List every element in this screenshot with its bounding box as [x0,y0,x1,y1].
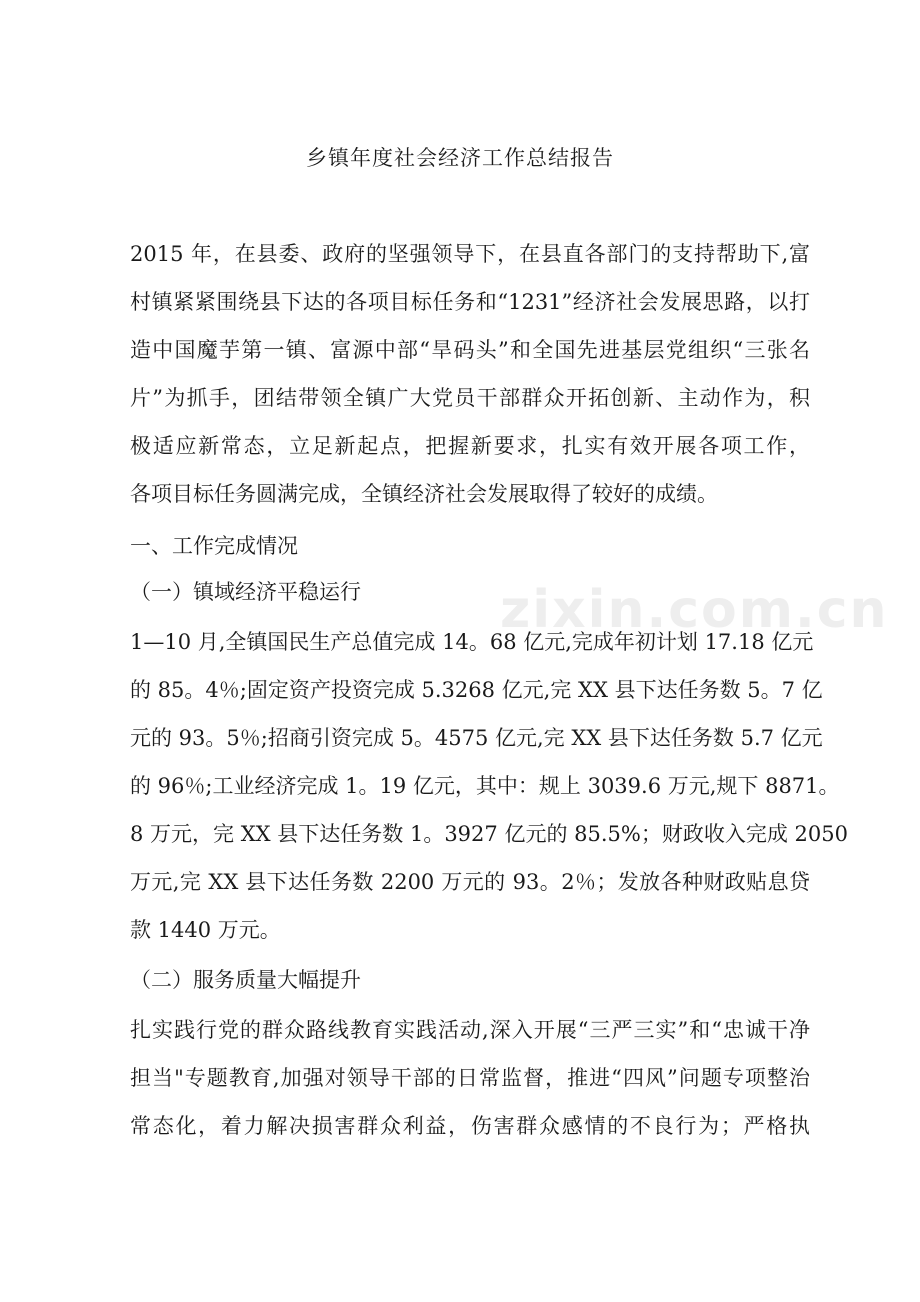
intro-line: 极适应新常态，立足新起点，把握新要求，扎实有效开展各项工作， [130,434,810,458]
subsection-heading: （二）服务质量大幅提升 [130,968,361,992]
intro-line: 村镇紧紧围绕县下达的各项目标任务和“1231”经济社会发展思路，以打 [130,290,810,314]
paragraph-line: 款 1440 万元。 [130,918,281,942]
paragraph-line: 元的 93。5％;招商引资完成 5。4575 亿元,完 XX 县下达任务数 5.7 亿元 [130,726,823,750]
paragraph-line: 的 96％;工业经济完成 1。19 亿元，其中：规上 3039.6 万元,规下 8871。 [130,774,840,798]
subsection-heading: （一）镇域经济平稳运行 [130,580,361,604]
paragraph-line: 常态化，着力解决损害群众利益，伤害群众感情的不良行为；严格执 [130,1114,810,1138]
paragraph-line: 担当"专题教育,加强对领导干部的日常监督，推进“四风”问题专项整治 [130,1066,810,1090]
paragraph-line: 扎实践行党的群众路线教育实践活动,深入开展“三严三实”和“忠诚干净 [130,1018,810,1042]
paragraph-line: 1—10 月,全镇国民生产总值完成 14。68 亿元,完成年初计划 17.18 亿元 [130,630,814,654]
paragraph-line: 万元,完 XX 县下达任务数 2200 万元的 93。2％；发放各种财政贴息贷 [130,870,810,894]
intro-line: 片”为抓手，团结带领全镇广大党员干部群众开拓创新、主动作为，积 [130,386,810,410]
intro-line: 造中国魔芋第一镇、富源中部“旱码头”和全国先进基层党组织“三张名 [130,338,810,362]
section-heading: 一、工作完成情况 [130,534,298,558]
paragraph-line: 的 85。4％;固定资产投资完成 5.3268 亿元,完 XX 县下达任务数 5。7 亿 [130,678,823,702]
watermark: zixin.com.cn [500,580,889,640]
intro-line: 2015 年，在县委、政府的坚强领导下，在县直各部门的支持帮助下,富 [130,242,810,266]
intro-line: 各项目标任务圆满完成，全镇经济社会发展取得了较好的成绩。 [130,482,718,506]
paragraph-line: 8 万元，完 XX 县下达任务数 1。3927 亿元的 85.5%；财政收入完成 2050 [130,822,848,846]
document-title: 乡镇年度社会经济工作总结报告 [306,146,614,170]
